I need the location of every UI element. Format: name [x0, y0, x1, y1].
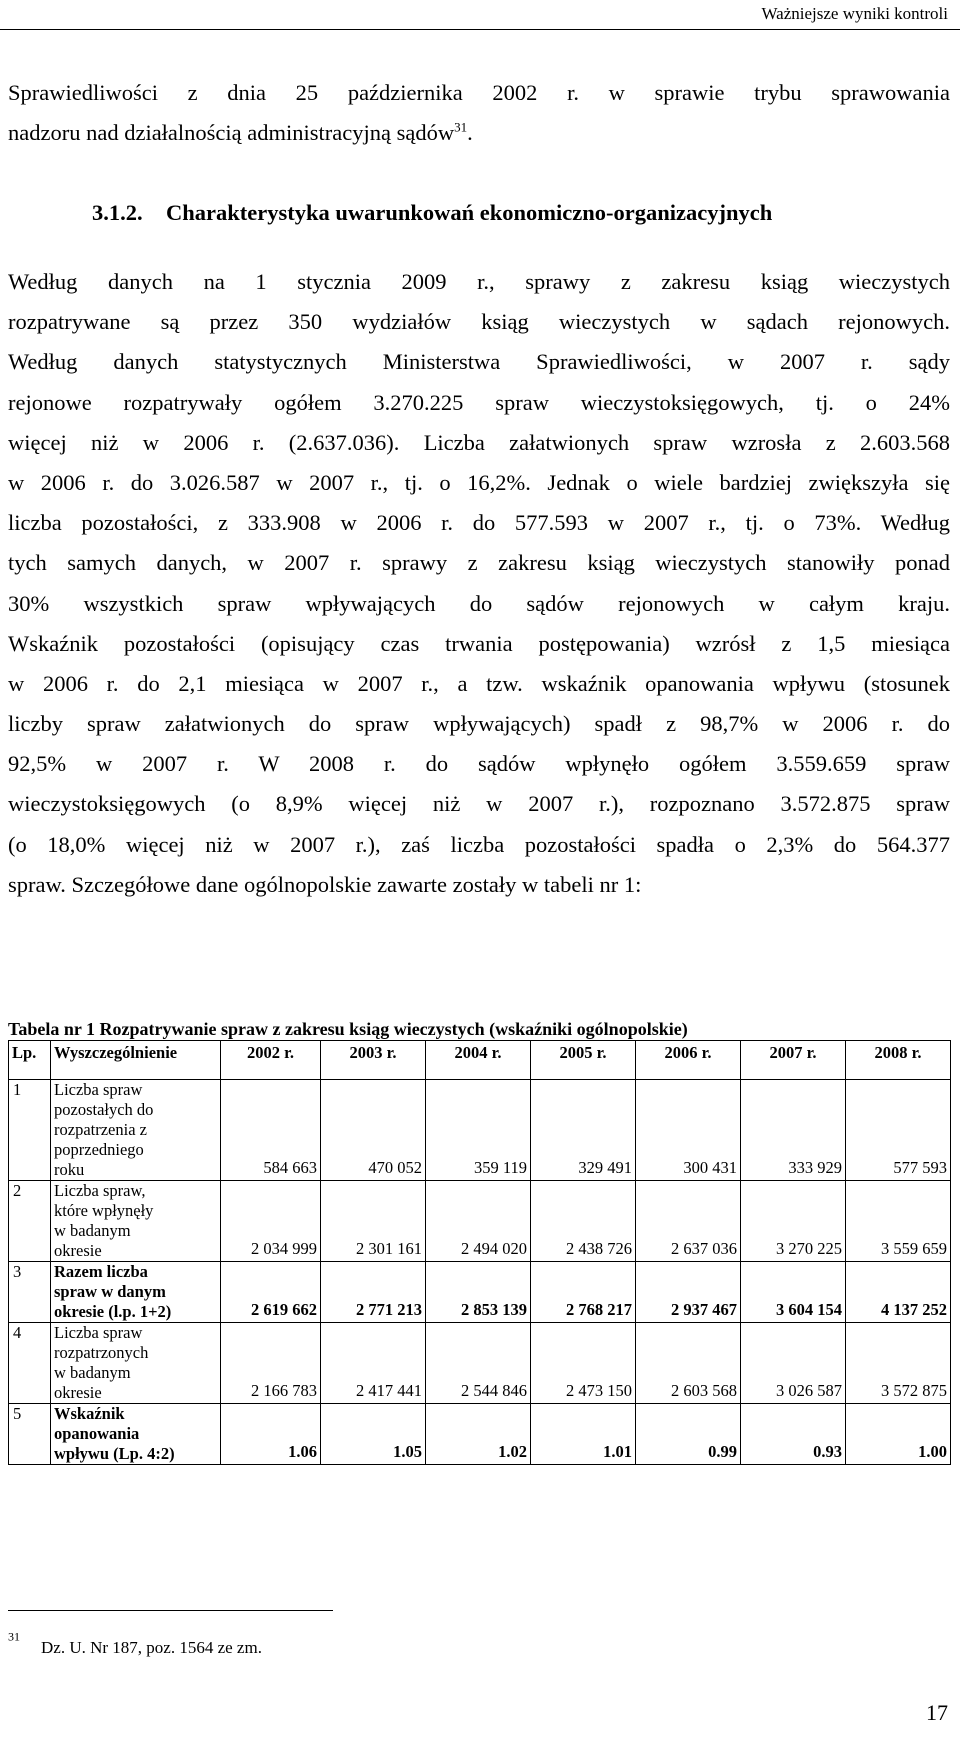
table-header-row — [9, 1041, 951, 1080]
body-line: wieczystoksięgowych (o 8,9% więcej niż w 2007 r.), rozpoznano 3.572.875 spraw — [8, 791, 950, 817]
body-line: (o 18,0% więcej niż w 2007 r.), zaś liczba pozostałości spadła o 2,3% do 564.377 — [8, 831, 950, 857]
table-cell: 3 270 225 — [741, 1181, 846, 1262]
row-description-line: które wpłynęły — [54, 1201, 154, 1220]
table-cell: 3 026 587 — [741, 1323, 846, 1404]
table-cell: 0.93 — [741, 1404, 846, 1465]
table-cell: 2 768 217 — [531, 1262, 636, 1323]
table-row — [9, 1080, 951, 1181]
row-description — [51, 1262, 221, 1323]
table-row — [9, 1181, 951, 1262]
footnote — [8, 1629, 262, 1657]
row-number: 3 — [9, 1262, 51, 1323]
table-cell: 577 593 — [846, 1080, 951, 1181]
table-cell: 3 572 875 — [846, 1323, 951, 1404]
body-line: Według danych na 1 stycznia 2009 r., sprawy z zakresu ksiąg wieczystych — [8, 269, 950, 294]
body-line: Wskaźnik pozostałości (opisujący czas trwania postępowania) wzrósł z 1,5 miesiąca — [8, 630, 950, 656]
table-cell: 0.99 — [636, 1404, 741, 1465]
data-table — [8, 1040, 951, 1465]
row-description-line: roku — [54, 1160, 85, 1179]
table-cell: 2 937 467 — [636, 1262, 741, 1323]
column-header: Lp. — [9, 1041, 51, 1080]
table-cell: 1.00 — [846, 1404, 951, 1465]
row-description-line: Razem liczba — [54, 1262, 148, 1281]
row-description-line: Liczba spraw — [54, 1080, 143, 1099]
row-number: 1 — [9, 1080, 51, 1181]
column-header: 2007 r. — [741, 1041, 846, 1080]
table-cell: 2 544 846 — [426, 1323, 531, 1404]
table-cell: 3 604 154 — [741, 1262, 846, 1323]
row-number: 2 — [9, 1181, 51, 1262]
column-header: 2008 r. — [846, 1041, 951, 1080]
row-description-line: Liczba spraw, — [54, 1181, 146, 1200]
body-line: spraw. Szczegółowe dane ogólnopolskie zawarte zostały w tabeli nr 1: — [8, 871, 642, 897]
body-line: Według danych statystycznych Ministerstwa Sprawiedliwości, w 2007 r. sądy — [8, 349, 950, 375]
table-cell: 329 491 — [531, 1080, 636, 1181]
row-description-line: rozpatrzonych — [54, 1343, 149, 1362]
row-description — [51, 1080, 221, 1181]
body-line: 30% wszystkich spraw wpływających do sądów rejonowych w całym kraju. — [8, 590, 950, 616]
body-paragraph — [8, 262, 950, 905]
row-number: 4 — [9, 1323, 51, 1404]
column-header: 2004 r. — [426, 1041, 531, 1080]
table-cell: 470 052 — [321, 1080, 426, 1181]
table-cell: 1.01 — [531, 1404, 636, 1465]
row-description — [51, 1181, 221, 1262]
table-cell: 2 473 150 — [531, 1323, 636, 1404]
body-line: tych samych danych, w 2007 r. sprawy z zakresu ksiąg wieczystych stanowiły ponad — [8, 550, 950, 576]
table-cell: 2 438 726 — [531, 1181, 636, 1262]
table-cell: 2 417 441 — [321, 1323, 426, 1404]
footnote-ref[interactable]: 31 — [454, 119, 468, 135]
table-cell: 4 137 252 — [846, 1262, 951, 1323]
column-header: Wyszczególnienie — [51, 1041, 221, 1080]
footnote-number: 31 — [8, 1629, 20, 1644]
intro-line-2-end: . — [467, 120, 473, 146]
row-number: 5 — [9, 1404, 51, 1465]
intro-line-1: Sprawiedliwości z dnia 25 października 2002 r. w sprawie trybu sprawowania — [8, 80, 950, 105]
table-cell: 300 431 — [636, 1080, 741, 1181]
table-cell: 2 166 783 — [221, 1323, 321, 1404]
row-description-line: opanowania — [54, 1424, 140, 1443]
section-title: Charakterystyka uwarunkowań ekonomiczno-organizacyjnych — [166, 200, 773, 225]
section-heading — [92, 200, 772, 226]
intro-line-2 — [8, 113, 950, 153]
table-cell: 1.06 — [221, 1404, 321, 1465]
body-line: więcej niż w 2006 r. (2.637.036). Liczba załatwionych spraw wzrosła z 2.603.568 — [8, 429, 950, 455]
row-description-line: okresie — [54, 1241, 102, 1260]
body-line: rozpatrywane są przez 350 wydziałów ksiąg wieczystych w sądach rejonowych. — [8, 309, 950, 335]
intro-paragraph — [8, 73, 950, 153]
body-line: 92,5% w 2007 r. W 2008 r. do sądów wpłynęło ogółem 3.559.659 spraw — [8, 751, 950, 777]
column-header: 2005 r. — [531, 1041, 636, 1080]
header-rule — [0, 29, 960, 30]
column-header: 2002 r. — [221, 1041, 321, 1080]
row-description-line: w badanym — [54, 1363, 131, 1382]
table-cell: 333 929 — [741, 1080, 846, 1181]
row-description-line: okresie — [54, 1383, 102, 1402]
body-line: rejonowe rozpatrywały ogółem 3.270.225 spraw wieczystoksięgowych, tj. o 24% — [8, 389, 950, 415]
row-description — [51, 1323, 221, 1404]
table-cell: 2 853 139 — [426, 1262, 531, 1323]
table-cell: 2 619 662 — [221, 1262, 321, 1323]
table-cell: 2 603 568 — [636, 1323, 741, 1404]
table-cell: 3 559 659 — [846, 1181, 951, 1262]
row-description-line: okresie (l.p. 1+2) — [54, 1302, 172, 1321]
row-description-line: rozpatrzenia z — [54, 1120, 147, 1139]
table-cell: 359 119 — [426, 1080, 531, 1181]
table-cell: 2 637 036 — [636, 1181, 741, 1262]
footnote-separator — [8, 1610, 333, 1611]
row-description-line: Liczba spraw — [54, 1323, 143, 1342]
row-description-line: w badanym — [54, 1221, 131, 1240]
row-description-line: Wskaźnik — [54, 1404, 125, 1423]
table-caption: Tabela nr 1 Rozpatrywanie spraw z zakresu ksiąg wieczystych (wskaźniki ogólnopolskie) — [8, 1019, 688, 1039]
table-cell: 584 663 — [221, 1080, 321, 1181]
running-header: Ważniejsze wyniki kontroli — [761, 4, 948, 23]
body-line: liczby spraw załatwionych do spraw wpływających) spadł z 98,7% w 2006 r. do — [8, 711, 950, 737]
row-description-line: pozostałych do — [54, 1100, 154, 1119]
table-cell: 2 301 161 — [321, 1181, 426, 1262]
footnote-text: Dz. U. Nr 187, poz. 1564 ze zm. — [41, 1638, 262, 1657]
table-cell: 2 771 213 — [321, 1262, 426, 1323]
table-cell: 2 034 999 — [221, 1181, 321, 1262]
body-line: w 2006 r. do 2,1 miesiąca w 2007 r., a tzw. wskaźnik opanowania wpływu (stosunek — [8, 670, 950, 696]
page-number: 17 — [926, 1700, 948, 1725]
body-line: liczba pozostałości, z 333.908 w 2006 r. do 577.593 w 2007 r., tj. o 73%. Według — [8, 510, 950, 536]
table-cell: 2 494 020 — [426, 1181, 531, 1262]
table-cell: 1.02 — [426, 1404, 531, 1465]
row-description — [51, 1404, 221, 1465]
table-row — [9, 1404, 951, 1465]
row-description-line: poprzedniego — [54, 1140, 144, 1159]
intro-line-2-text: nadzoru nad działalnością administracyjną sądów — [8, 120, 455, 146]
table-cell: 1.05 — [321, 1404, 426, 1465]
row-description-line: wpływu (Lp. 4:2) — [54, 1444, 175, 1463]
row-description-line: spraw w danym — [54, 1282, 166, 1301]
column-header: 2006 r. — [636, 1041, 741, 1080]
column-header: 2003 r. — [321, 1041, 426, 1080]
table-row — [9, 1323, 951, 1404]
body-line: w 2006 r. do 3.026.587 w 2007 r., tj. o 16,2%. Jednak o wiele bardziej zwiększyła się — [8, 469, 950, 495]
table-row — [9, 1262, 951, 1323]
section-number: 3.1.2. — [92, 200, 143, 225]
